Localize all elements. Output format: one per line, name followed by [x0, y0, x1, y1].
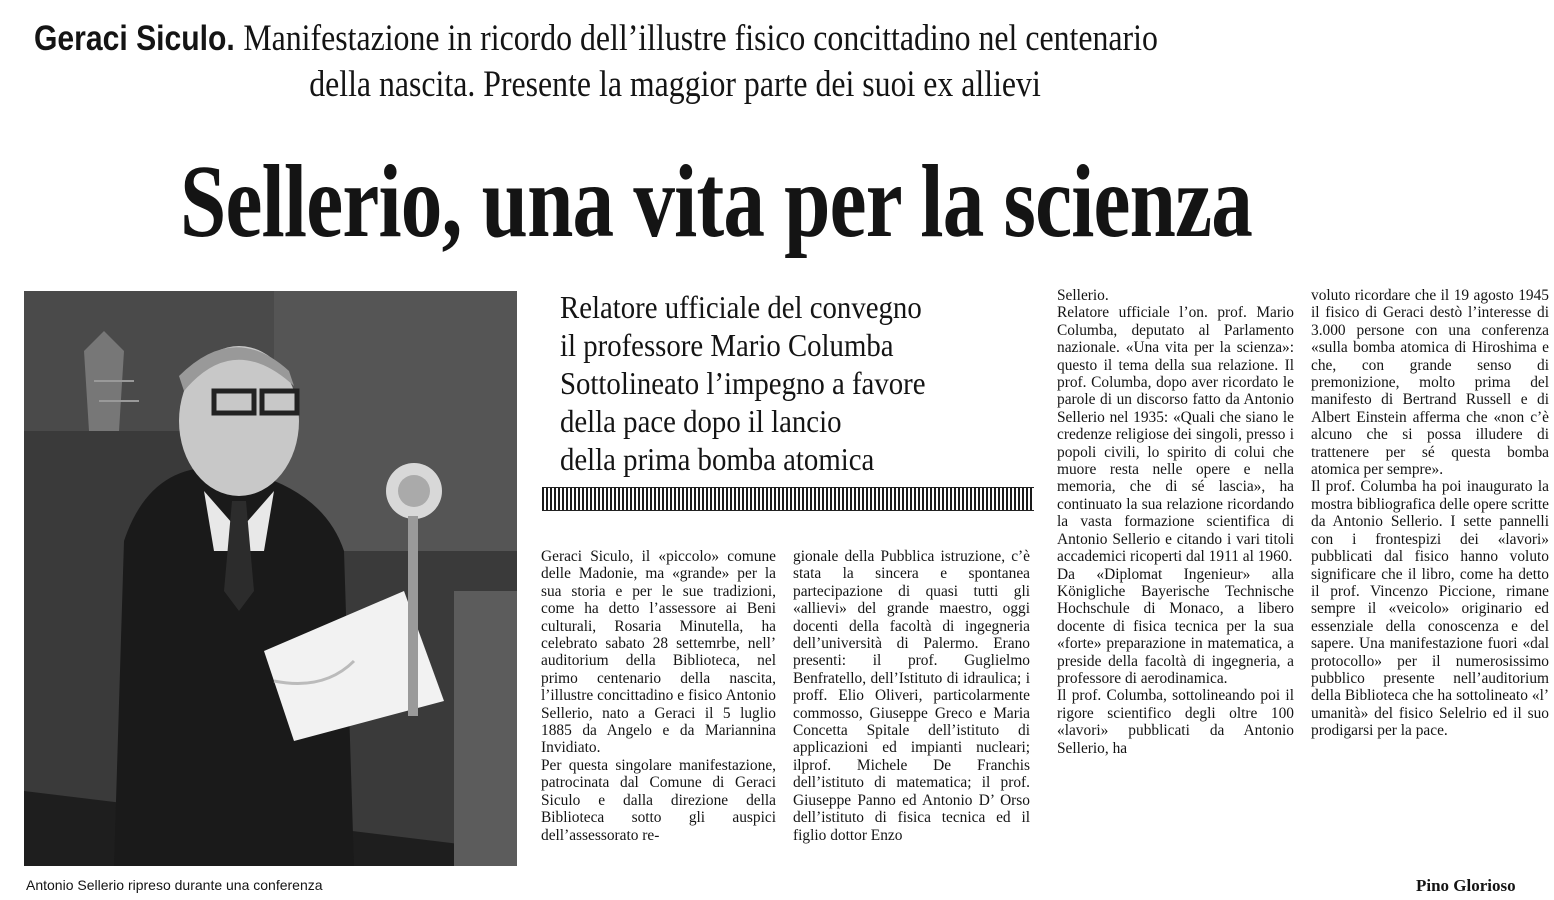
kicker [34, 16, 1337, 108]
article-column-3: Sellerio. Relatore ufficiale l’on. prof. Mario Columba, deputato al Parlamento nazionale. «Una vita per la scienza»: questo il tema della sua relazione. Il prof. Columba, dopo aver ricordato le parole di un discorso fatto da Antonio Sellerio nel 1935: «Quali che siano le credenze religiose dei singoli, presso i popoli civili, lo spirito di colui che muore resta nelle opere e nella memoria, che di sé lascia», ha continuato la sua relazione ricordando la vasta formazione scientifica di Antonio Sellerio e citando i vari titoli accademici ricoperti dal 1911 al 1960. Da «Diplomat Ingenieur» alla Königliche Bayerische Technische Hochschule di Monaco, a libero docente di fisica tecnica per la sua «forte» preparazione in matematica, a preside della facoltà di ingegneria, a professore di aerodinamica. Il prof. Columba, sottolineando poi il rigore scientifico degli oltre 100 «lavori» pubblicati da Antonio Sellerio, ha [1057, 287, 1294, 757]
dateline-place: Geraci Siculo. [34, 19, 235, 58]
subhead-line: Relatore ufficiale del convegno [560, 289, 922, 325]
subhead-line: il professore Mario Columba [560, 327, 894, 363]
subhead-line: della prima bomba atomica [560, 441, 875, 477]
kicker-line-2: della nascita. Presente la maggior parte dei suoi ex allievi [309, 64, 1041, 105]
byline: Pino Glorioso [1416, 876, 1516, 895]
portrait-photo [24, 291, 517, 866]
kicker-line-1: Manifestazione in ricordo dell’illustre fisico concittadino nel centenario [243, 18, 1158, 59]
headline: Sellerio, una vita per la scienza [180, 144, 1253, 259]
subhead-line: della pace dopo il lancio [560, 403, 842, 439]
subhead-line: Sottolineato l’impegno a favore [560, 365, 926, 401]
article-column-2: gionale della Pubblica istruzione, c’è stata la sincera e spontanea partecipazione di quasi tutti gli «allievi» del grande maestro, oggi docenti della facoltà di ingegneria dell’università di Palermo. Erano presenti: il prof. Guglielmo Benfratello, dell’Istituto di idraulica; i proff. Elio Oliveri, particolarmente commosso, Giuseppe Greco e Maria Concetta Spitale dell’istituto di applicazioni ed impianti nucleari; ilprof. Michele De Franchis dell’istituto di matematica; il prof. Giuseppe Panno ed Antonio D’ Orso dell’istituto di fisica tecnica ed il figlio dottor Enzo [793, 548, 1030, 844]
subheadline [560, 288, 956, 478]
photo-caption: Antonio Sellerio ripreso durante una conferenza [26, 877, 323, 893]
decorative-rule [542, 487, 1034, 511]
article-column-4: voluto ricordare che il 19 agosto 1945 il fisico di Geraci destò l’interesse di 3.000 persone con una conferenza «sulla bomba atomica di Hiroshima e che, con grande senso di premonizione, molto prima del manifesto di Bertrand Russell e di Albert Einstein afferma che «non c’è alcuno che si possa illudere di trattenere per sé questa bomba atomica per sempre». Il prof. Columba ha poi inaugurato la mostra bibliografica delle opere scritte da Antonio Sellerio. I sette pannelli con i frontespizi dei «lavori» pubblicati dal fisico hanno voluto significare che il libro, come ha detto il prof. Vincenzo Piccione, rimane sempre il «veicolo» originario ed essenziale della conoscenza e del sapere. Una manifestazione fuori «dal protocollo» per il numerosissimo pubblico presente nell’auditorium della Biblioteca che ha sottolineato «l’ umanità» del fisico Selelrio ed il suo prodigarsi per la pace. [1311, 287, 1549, 740]
article-column-1: Geraci Siculo, il «piccolo» comune delle Madonie, ma «grande» per la sua storia e per le sue tradizioni, come ha detto l’assessore ai Beni culturali, Rosaria Minutella, ha celebrato sabato 28 settemrbe, nell’ auditorium della Biblioteca, nel primo centenario della nascita, l’illustre concittadino e fisico Antonio Sellerio, nato a Geraci il 5 luglio 1885 da Angelo e da Mariannina Invidiato. Per questa singolare manifestazione, patrocinata dal Comune di Geraci Siculo e dalla direzione della Biblioteca sotto gli auspici dell’assessorato re- [541, 548, 776, 844]
